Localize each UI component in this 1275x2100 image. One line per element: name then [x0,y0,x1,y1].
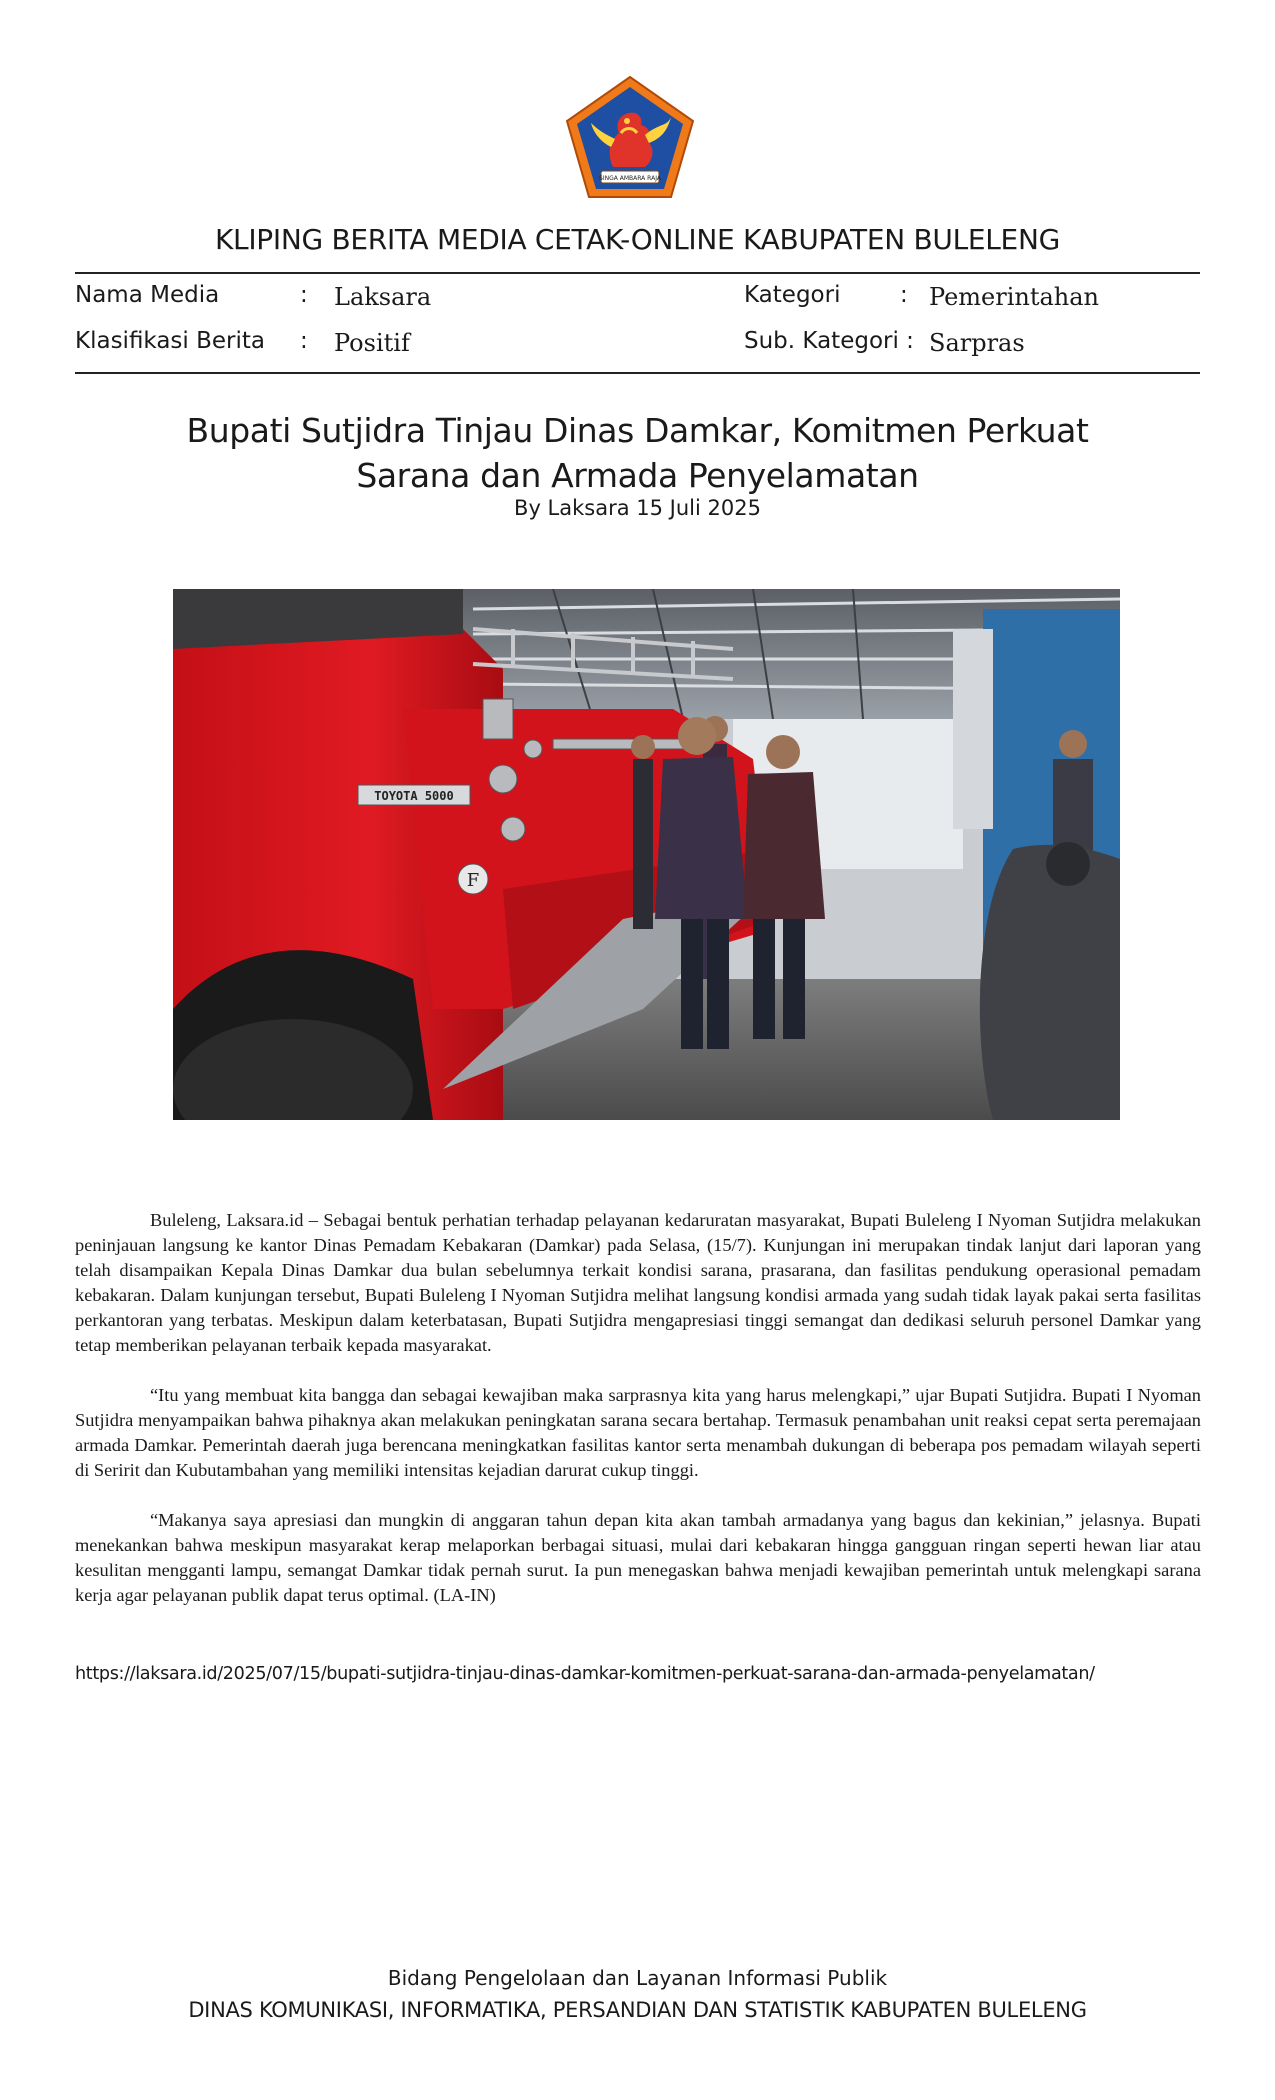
article-paragraph-2: “Itu yang membuat kita bangga dan sebagai kewajiban maka sarprasnya kita yang harus melengkapi,” ujar Bupati Sutjidra. Bupati I Nyoman Sutjidra menyampaikan bahwa pihaknya akan melakukan peningkatan sarana secara bertahap. Termasuk penambahan unit reaksi cepat serta peremajaan armada Damkar. Pemerintah daerah juga berencana meningkatkan fasilitas kantor serta menambah dukungan di beberapa pos pemadam wilayah seperti di Seririt dan Kubutambahan yang memiliki intensitas kejadian darurat cukup tinggi. [75,1385,1201,1480]
media-value: Laksara [334,283,432,311]
classification-colon: : [300,328,308,354]
clipping-header-title: KLIPING BERITA MEDIA CETAK-ONLINE KABUPATEN BULELENG [214,223,1060,256]
logo-motto: SINGA AMBARA RAJA [599,175,661,182]
media-colon: : [300,282,308,308]
truck-badge-text: TOYOTA 5000 [374,789,454,803]
article-paragraph-3: “Makanya saya apresiasi dan mungkin di anggaran tahun depan kita akan tambah armadanya yang bagus dan kekinian,” jelasnya. Bupati menekankan bahwa meskipun masyarakat kerap melaporkan berbagai situasi, mulai dari kebakaran hingga gangguan ringan seperti hewan liar atau kesulitan mengganti lampu, semangat Damkar tidak pernah surut. Ia pun menegaskan bahwa menjadi kewajiban pemerintah untuk melengkapi sarana kerja agar pelayanan publik dapat terus optimal. (LA-IN) [75,1510,1201,1605]
article-byline: By Laksara 15 Juli 2025 [514,496,761,520]
buleleng-regency-logo [563,75,697,201]
headline-line-2: Sarana dan Armada Penyelamatan [356,456,919,495]
footer-division: Bidang Pengelolaan dan Layanan Informasi Publik [387,1966,888,1990]
media-label: Nama Media [75,282,220,308]
article-body [75,1208,1201,1633]
category-label: Kategori [744,282,841,308]
headline-line-1: Bupati Sutjidra Tinjau Dinas Damkar, Komitmen Perkuat [186,411,1089,450]
truck-emblem-letter: F [466,870,480,891]
classification-label: Klasifikasi Berita [75,328,266,354]
article-headline [0,408,1275,498]
category-colon: : [900,282,908,308]
classification-value: Positif [334,329,410,357]
article-paragraph-1: Buleleng, Laksara.id – Sebagai bentuk perhatian terhadap pelayanan kedaruratan masyarakat, Bupati Buleleng I Nyoman Sutjidra melakukan peninjauan langsung ke kantor Dinas Pemadam Kebakaran (Damkar) pada Selasa, (15/7). Kunjungan ini merupakan tindak lanjut dari laporan yang telah disampaikan Kepala Dinas Damkar dua bulan sebelumnya terkait kondisi sarana, prasarana, dan fasilitas pendukung operasional pemadam kebakaran. Dalam kunjungan tersebut, Bupati Buleleng I Nyoman Sutjidra melihat langsung kondisi armada yang sudah tidak layak pakai serta fasilitas perkantoran yang terbatas. Meskipun dalam keterbatasan, Bupati Sutjidra mengapresiasi tinggi semangat dan dedikasi seluruh personel Damkar yang tetap memberikan pelayanan terbaik kepada masyarakat. [75,1210,1201,1355]
source-url-link[interactable]: https://laksara.id/2025/07/15/bupati-sutjidra-tinjau-dinas-damkar-komitmen-perkuat-sarana-dan-armada-penyelamatan/ [75,1664,1095,1684]
footer-agency: DINAS KOMUNIKASI, INFORMATIKA, PERSANDIAN DAN STATISTIK KABUPATEN BULELENG [188,1998,1087,2022]
category-value: Pemerintahan [929,283,1100,311]
article-photo [173,589,1120,1120]
header-divider-bottom [75,372,1200,374]
header-divider-top [75,272,1200,274]
subcategory-label: Sub. Kategori : [744,328,914,354]
subcategory-value: Sarpras [929,329,1025,357]
